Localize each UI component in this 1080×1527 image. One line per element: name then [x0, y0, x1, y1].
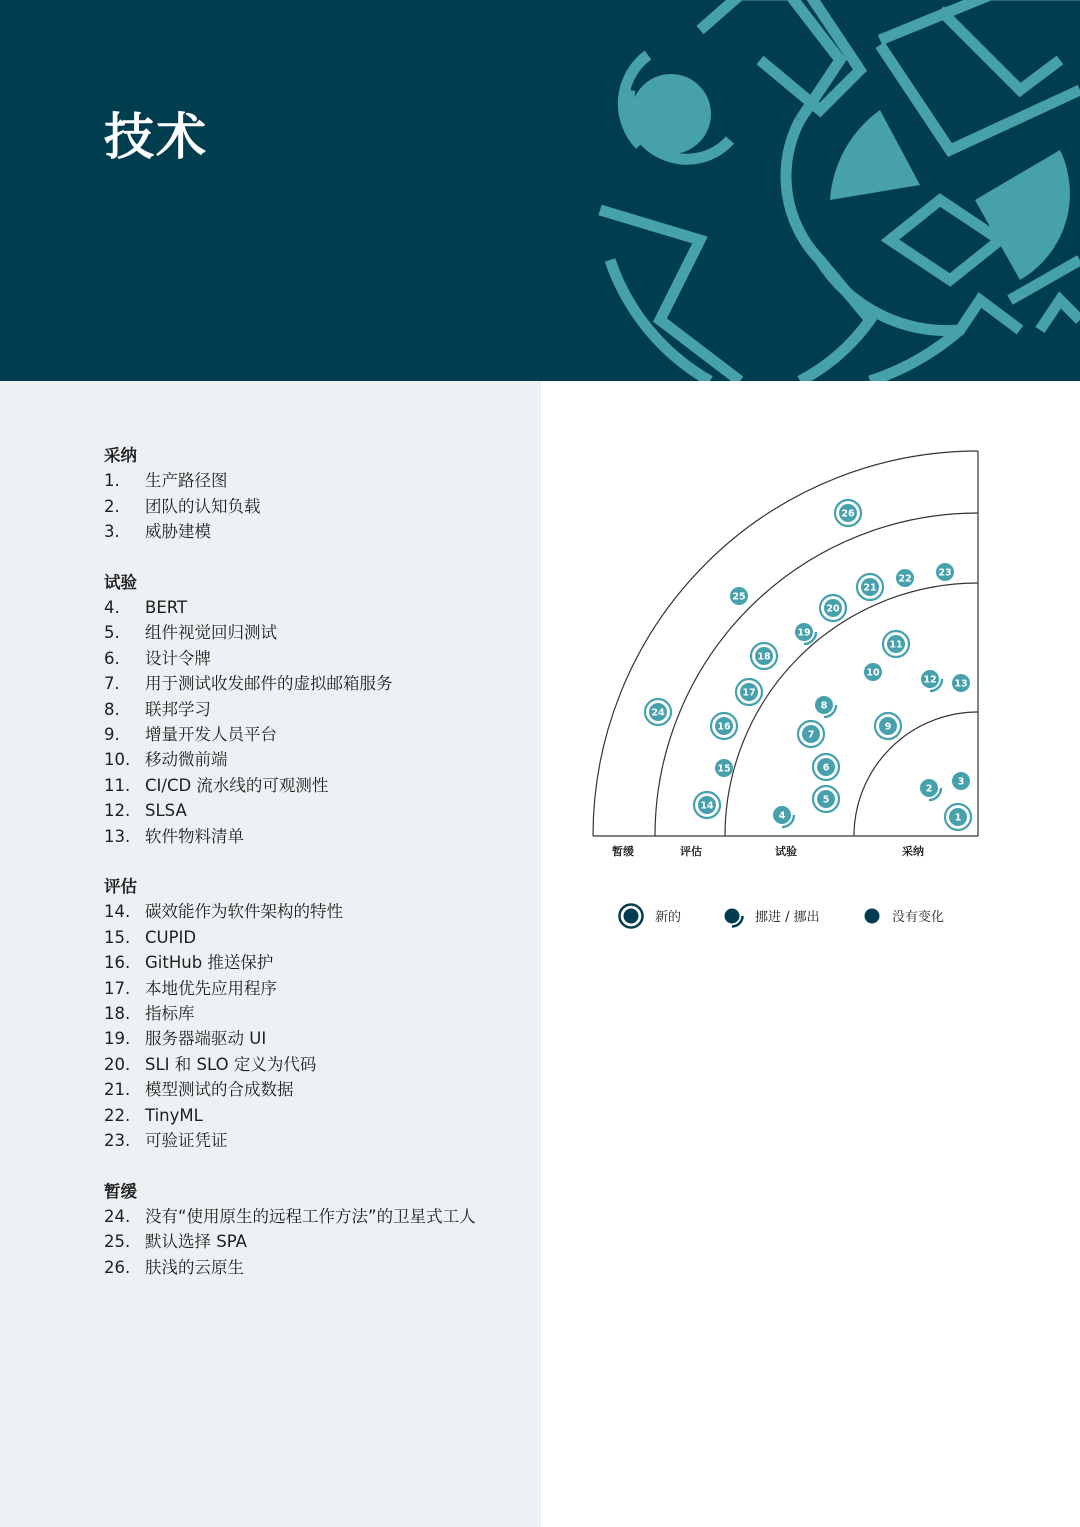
blip-number: 8 [820, 700, 828, 712]
legend-unchanged [865, 909, 945, 926]
radar-rings [593, 451, 978, 836]
list-item [104, 1204, 524, 1229]
item-number: 21. [104, 1080, 131, 1100]
blip-14 [694, 792, 720, 818]
item-label: 生产路径图 [145, 471, 228, 491]
list-item [104, 494, 524, 519]
item-label: SLI 和 SLO 定义为代码 [145, 1054, 317, 1074]
list-item [104, 519, 524, 544]
list-item [104, 1255, 524, 1280]
legend-moved [725, 909, 820, 927]
item-label: 默认选择 SPA [145, 1232, 247, 1252]
blip-2 [920, 779, 941, 800]
list-item [104, 899, 524, 924]
legend [620, 905, 945, 928]
blip-10 [864, 663, 882, 681]
blip-number: 21 [863, 582, 877, 594]
blip-13 [952, 674, 970, 692]
item-label: 碳效能作为软件架构的特性 [145, 902, 343, 922]
blip-number: 19 [797, 627, 811, 639]
item-number: 7. [104, 674, 120, 694]
list-item [104, 925, 524, 950]
group-assess [104, 874, 524, 1153]
blip-number: 20 [826, 603, 840, 615]
blip-number: 18 [757, 651, 771, 663]
list-item [104, 1001, 524, 1026]
list-item [104, 976, 524, 1001]
ring-labels [612, 844, 924, 858]
blip-24 [645, 699, 671, 725]
group-trial [104, 570, 524, 849]
item-number: 26. [104, 1257, 131, 1277]
item-number: 16. [104, 953, 131, 973]
list-item [104, 697, 524, 722]
blip-number: 14 [700, 800, 714, 812]
blip-4 [773, 806, 794, 827]
blip-15 [715, 759, 733, 777]
ring-label-adopt: 采纳 [902, 845, 924, 858]
item-label: 本地优先应用程序 [145, 978, 277, 998]
list-item [104, 950, 524, 975]
item-number: 10. [104, 750, 131, 770]
list-item [104, 1103, 524, 1128]
legend-new-icon-core [624, 909, 639, 924]
item-label: 增量开发人员平台 [145, 725, 277, 745]
list-item [104, 1077, 524, 1102]
item-label: 组件视觉回归测试 [145, 623, 277, 643]
item-label: GitHub 推送保护 [145, 953, 274, 973]
item-number: 8. [104, 699, 120, 719]
item-number: 12. [104, 801, 131, 821]
blip-number: 16 [717, 721, 731, 733]
item-number: 3. [104, 522, 120, 542]
item-label: 服务器端驱动 UI [145, 1029, 267, 1049]
item-label: 威胁建模 [145, 522, 211, 542]
blip-5 [813, 786, 839, 812]
item-label: 指标库 [145, 1004, 195, 1024]
ring-trial-boundary [725, 583, 978, 836]
legend-unchanged-label: 没有变化 [892, 910, 945, 925]
item-label: 模型测试的合成数据 [145, 1080, 294, 1100]
list-item [104, 747, 524, 772]
header-banner [0, 0, 1080, 381]
blip-number: 25 [732, 591, 746, 603]
legend-unchanged-icon [865, 909, 880, 924]
blip-number: 6 [822, 762, 830, 774]
blip-number: 7 [807, 729, 815, 741]
blip-21 [857, 574, 883, 600]
list-item [104, 1052, 524, 1077]
item-number: 19. [104, 1029, 131, 1049]
item-label: CI/CD 流水线的可观测性 [145, 775, 329, 795]
item-label: 软件物料清单 [145, 826, 244, 846]
blip-number: 4 [778, 810, 786, 822]
blip-6 [813, 754, 839, 780]
blip-17 [736, 679, 762, 705]
blip-23 [936, 563, 954, 581]
item-number: 6. [104, 648, 120, 668]
tech-radar-quadrant [541, 381, 1080, 961]
blip-number: 24 [651, 707, 665, 719]
decorative-radar-graphic [0, 0, 1080, 381]
blip-number: 13 [954, 678, 968, 690]
item-label: 团队的认知负载 [145, 496, 261, 516]
blip-number: 3 [957, 776, 965, 788]
item-number: 14. [104, 902, 131, 922]
item-label: 设计令牌 [145, 648, 211, 668]
list-item [104, 1026, 524, 1051]
list-item [104, 798, 524, 823]
item-label: CUPID [145, 927, 197, 947]
item-label: 肤浅的云原生 [145, 1257, 244, 1277]
page-title: 技术 [104, 107, 208, 166]
legend-moved-label: 挪进 / 挪出 [755, 910, 820, 925]
item-number: 2. [104, 496, 120, 516]
item-number: 15. [104, 927, 131, 947]
list-item [104, 595, 524, 620]
group-title: 评估 [104, 877, 137, 897]
item-number: 9. [104, 725, 120, 745]
item-label: 移动微前端 [145, 750, 228, 770]
blip-7 [798, 721, 824, 747]
blip-1 [945, 804, 971, 830]
list-item [104, 671, 524, 696]
item-label: SLSA [145, 801, 187, 821]
list-item [104, 722, 524, 747]
item-number: 5. [104, 623, 120, 643]
item-number: 22. [104, 1105, 131, 1125]
blip-3 [952, 772, 970, 790]
item-number: 4. [104, 598, 120, 617]
blip-9 [875, 713, 901, 739]
blip-number: 22 [898, 573, 912, 585]
item-number: 20. [104, 1054, 131, 1074]
item-label: 用于测试收发邮件的虚拟邮箱服务 [145, 674, 393, 694]
item-label: 联邦学习 [145, 699, 211, 719]
blip-8 [815, 696, 836, 717]
blip-11 [883, 631, 909, 657]
blip-number: 17 [742, 687, 756, 699]
ring-label-assess: 评估 [680, 845, 702, 858]
item-number: 23. [104, 1131, 131, 1151]
blip-22 [896, 569, 914, 587]
item-number: 25. [104, 1232, 131, 1252]
ring-label-hold: 暂缓 [612, 845, 634, 858]
blip-16 [711, 713, 737, 739]
list-item [104, 468, 524, 493]
group-title: 暂缓 [104, 1181, 137, 1201]
item-number: 11. [104, 775, 131, 795]
blip-19 [795, 623, 816, 644]
list-item [104, 773, 524, 798]
blip-number: 10 [866, 667, 880, 679]
list-item [104, 1128, 524, 1153]
legend-new [620, 905, 682, 928]
item-label: 没有“使用原生的远程工作方法”的卫星式工人 [145, 1206, 476, 1226]
group-title: 采纳 [104, 446, 137, 465]
blip-number: 23 [938, 567, 952, 579]
blip-list [104, 443, 524, 1305]
legend-new-label: 新的 [655, 910, 682, 925]
legend-moved-icon [725, 909, 740, 924]
blip-20 [820, 595, 846, 621]
group-title: 试验 [104, 572, 137, 592]
item-label: TinyML [145, 1105, 203, 1125]
ring-hold-boundary [593, 451, 978, 836]
list-item [104, 620, 524, 645]
list-item [104, 646, 524, 671]
item-label: 可验证凭证 [145, 1131, 228, 1151]
item-number: 13. [104, 826, 131, 846]
item-number: 1. [104, 471, 120, 491]
blip-number: 1 [954, 812, 962, 824]
blip-number: 15 [717, 763, 731, 775]
item-number: 24. [104, 1206, 131, 1226]
blip-18 [751, 643, 777, 669]
list-item [104, 824, 524, 849]
group-adopt [104, 443, 524, 545]
blip-26 [835, 500, 861, 526]
blip-number: 11 [889, 639, 903, 651]
blip-12 [921, 670, 942, 691]
item-number: 18. [104, 1004, 131, 1024]
blip-number: 9 [884, 721, 892, 733]
blip-25 [730, 587, 748, 605]
item-label: BERT [145, 598, 188, 617]
radar-blips [645, 500, 971, 830]
blip-number: 12 [923, 674, 937, 686]
blip-number: 2 [925, 783, 933, 795]
list-item [104, 1229, 524, 1254]
blip-number: 26 [841, 508, 855, 520]
blip-number: 5 [822, 794, 830, 806]
ring-label-trial: 试验 [775, 845, 797, 858]
group-hold [104, 1179, 524, 1281]
item-number: 17. [104, 978, 131, 998]
